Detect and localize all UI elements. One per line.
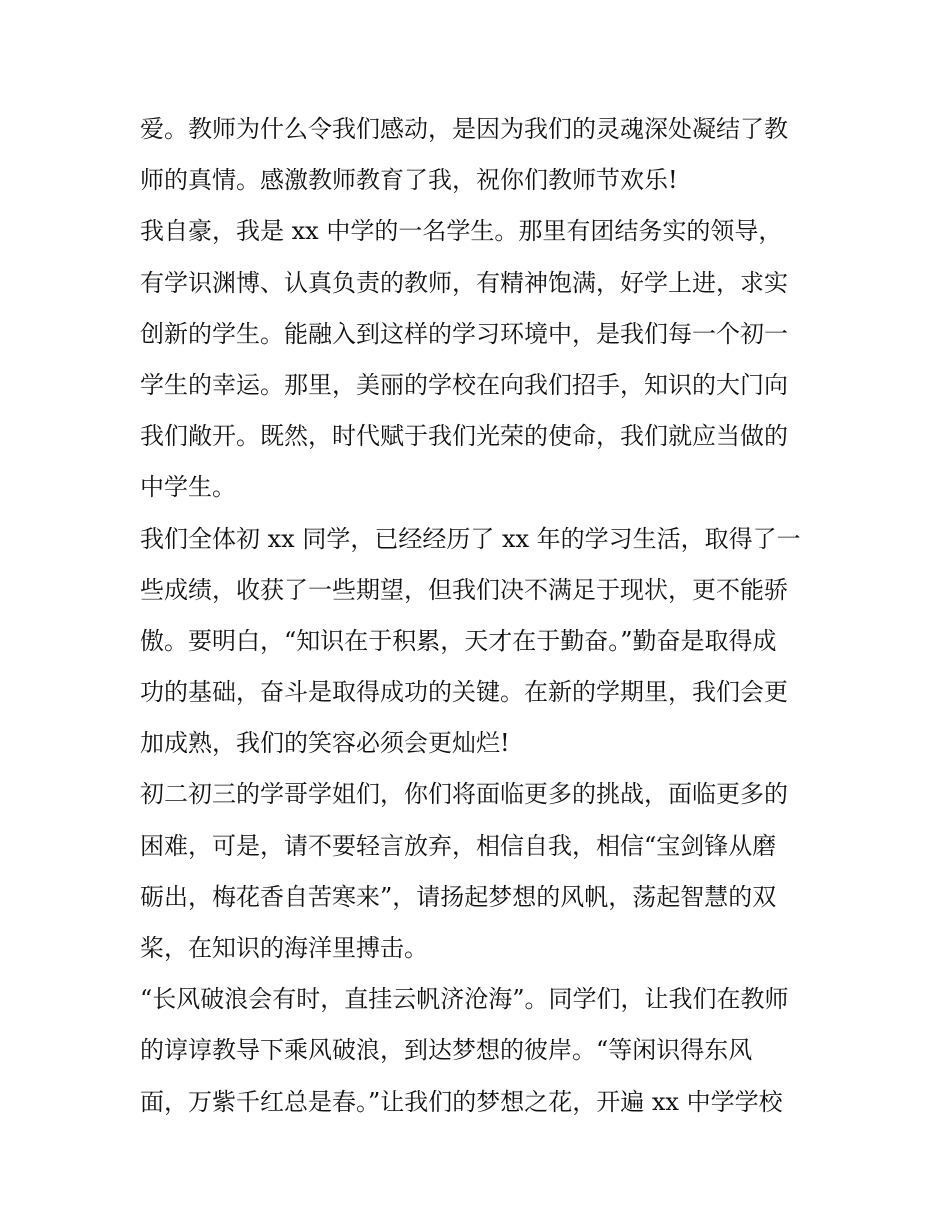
text-line: 我们敞开。既然，时代赋于我们光荣的使命，我们就应当做的: [140, 422, 788, 451]
text-line: 些成绩，收获了一些期望，但我们决不满足于现状，更不能骄: [140, 575, 788, 604]
document-body: [140, 104, 820, 1128]
text-line: 面，万紫千红总是春。”让我们的梦想之花，开遍 xx 中学学校: [140, 1087, 783, 1116]
text-line: 中学生。: [140, 473, 236, 502]
text-line: 爱。教师为什么令我们感动，是因为我们的灵魂深处凝结了教: [140, 115, 788, 143]
text-line: 学生的幸运。那里，美丽的学校在向我们招手，知识的大门向: [140, 370, 788, 399]
text-line: 我们全体初 xx 同学，已经经历了 xx 年的学习生活，取得了一: [140, 524, 801, 553]
text-line: 初二初三的学哥学姐们，你们将面临更多的挑战，面临更多的: [140, 780, 788, 809]
text-line: 功的基础，奋斗是取得成功的关键。在新的学期里，我们会更: [140, 678, 788, 707]
text-line: 师的真情。感激教师教育了我，祝你们教师节欢乐!: [140, 166, 678, 195]
text-line: 桨，在知识的海洋里搏击。: [140, 934, 428, 962]
text-line: “长风破浪会有时，直挂云帆济沧海”。同学们，让我们在教师: [140, 985, 789, 1014]
text-line: 创新的学生。能融入到这样的学习环境中，是我们每一个初一: [140, 319, 788, 348]
text-line: 我自豪，我是 xx 中学的一名学生。那里有团结务实的领导，: [140, 217, 783, 246]
text-line: 有学识渊博、认真负责的教师，有精神饱满，好学上进，求实: [140, 268, 788, 297]
text-line: 困难，可是，请不要轻言放弃，相信自我，相信“宝剑锋从磨: [140, 831, 777, 860]
text-line: 加成熟，我们的笑容必须会更灿烂!: [140, 729, 510, 758]
text-line: 砺出，梅花香自苦寒来”，请扬起梦想的风帆，荡起智慧的双: [140, 882, 777, 911]
text-line: 的谆谆教导下乘风破浪，到达梦想的彼岸。“等闲识得东风: [140, 1036, 753, 1065]
text-line: 傲。要明白，“知识在于积累，天才在于勤奋。”勤奋是取得成: [140, 626, 777, 655]
